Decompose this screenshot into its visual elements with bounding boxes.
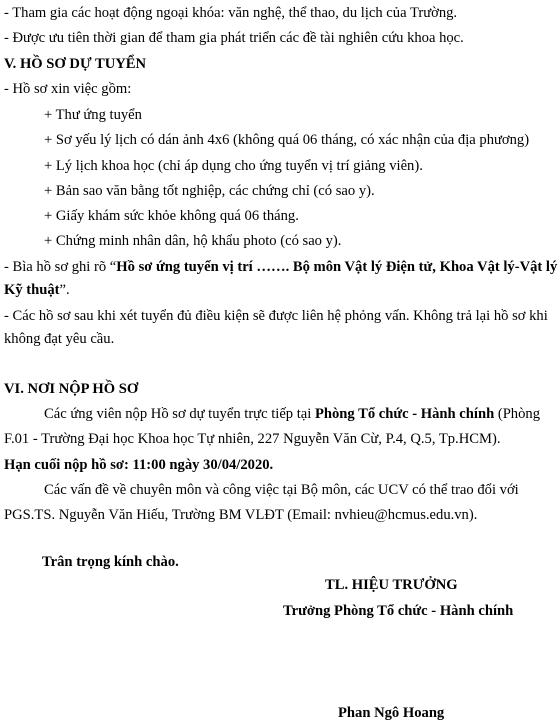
signer-name: Phan Ngô Hoang [338, 705, 445, 721]
submit-suffix: (Phòng [494, 406, 540, 422]
doc-item-diploma-copies: + Bản sao văn bằng tốt nghiệp, các chứng chỉ (có sao y). [44, 183, 375, 199]
submit-location-line1 [44, 404, 540, 424]
doc-item-scientific-profile: + Lý lịch khoa học (chỉ áp dụng cho ứng tuyển vị trí giảng viên). [44, 158, 423, 174]
doc-item-cv: + Sơ yếu lý lịch có dán ảnh 4x6 (không quá 06 tháng, có xác nhận của địa phương) [44, 132, 530, 148]
deadline-text: Hạn cuối nộp hồ sơ: 11:00 ngày 30/04/2020. [4, 457, 274, 473]
submit-location-line2: F.01 - Trường Đại học Khoa học Tự nhiên, 227 Nguyễn Văn Cừ, P.4, Q.5, Tp.HCM). [4, 431, 501, 447]
contact-line2: PGS.TS. Nguyễn Văn Hiếu, Trường BM VLĐT (Email: nvhieu@hcmus.edu.vn). [4, 507, 478, 523]
interview-note-line2: không đạt yêu cầu. [4, 331, 115, 347]
doc-item-id-household: + Chứng minh nhân dân, hộ khẩu photo (có sao y). [44, 233, 342, 249]
interview-note-line1: - Các hồ sơ sau khi xét tuyển đủ điều kiện sẽ được liên hệ phỏng vấn. Không trả lại hồ sơ khi [4, 308, 548, 324]
envelope-instruction-line2 [4, 280, 70, 300]
signer-title-office-head: Trưởng Phòng Tổ chức - Hành chính [283, 603, 514, 619]
envelope-position-title: Hồ sơ ứng tuyển vị trí ……. Bộ môn Vật lý Điện tử, Khoa Vật lý-Vật lý [116, 259, 558, 275]
submit-office: Phòng Tổ chức - Hành chính [314, 406, 495, 422]
envelope-prefix: - Bìa hồ sơ ghi rõ “ [4, 259, 117, 275]
signer-title-rector: TL. HIỆU TRƯỞNG [325, 577, 458, 593]
envelope-suffix: ”. [59, 282, 70, 298]
doc-item-cover-letter: + Thư ứng tuyển [44, 107, 142, 123]
application-docs-intro: - Hồ sơ xin việc gồm: [4, 81, 132, 97]
section6-heading: VI. NƠI NỘP HỒ SƠ [4, 381, 139, 397]
envelope-instruction-line1 [4, 257, 557, 277]
envelope-department: Kỹ thuật [4, 282, 60, 298]
section5-heading: V. HỒ SƠ DỰ TUYỂN [4, 56, 147, 72]
greeting-text: Trân trọng kính chào. [42, 554, 179, 570]
doc-item-health-certificate: + Giấy khám sức khỏe không quá 06 tháng. [44, 208, 299, 224]
benefit-research-time-text: - Được ưu tiên thời gian để tham gia phát triển các đề tài nghiên cứu khoa học. [4, 30, 464, 46]
submit-prefix: Các ứng viên nộp Hồ sơ dự tuyển trực tiếp tại [44, 406, 315, 422]
benefit-extracurricular-text: - Tham gia các hoạt động ngoại khóa: văn nghệ, thể thao, du lịch của Trường. [4, 5, 458, 21]
contact-line1: Các vấn đề về chuyên môn và công việc tại Bộ môn, các UCV có thể trao đổi với [44, 482, 519, 498]
